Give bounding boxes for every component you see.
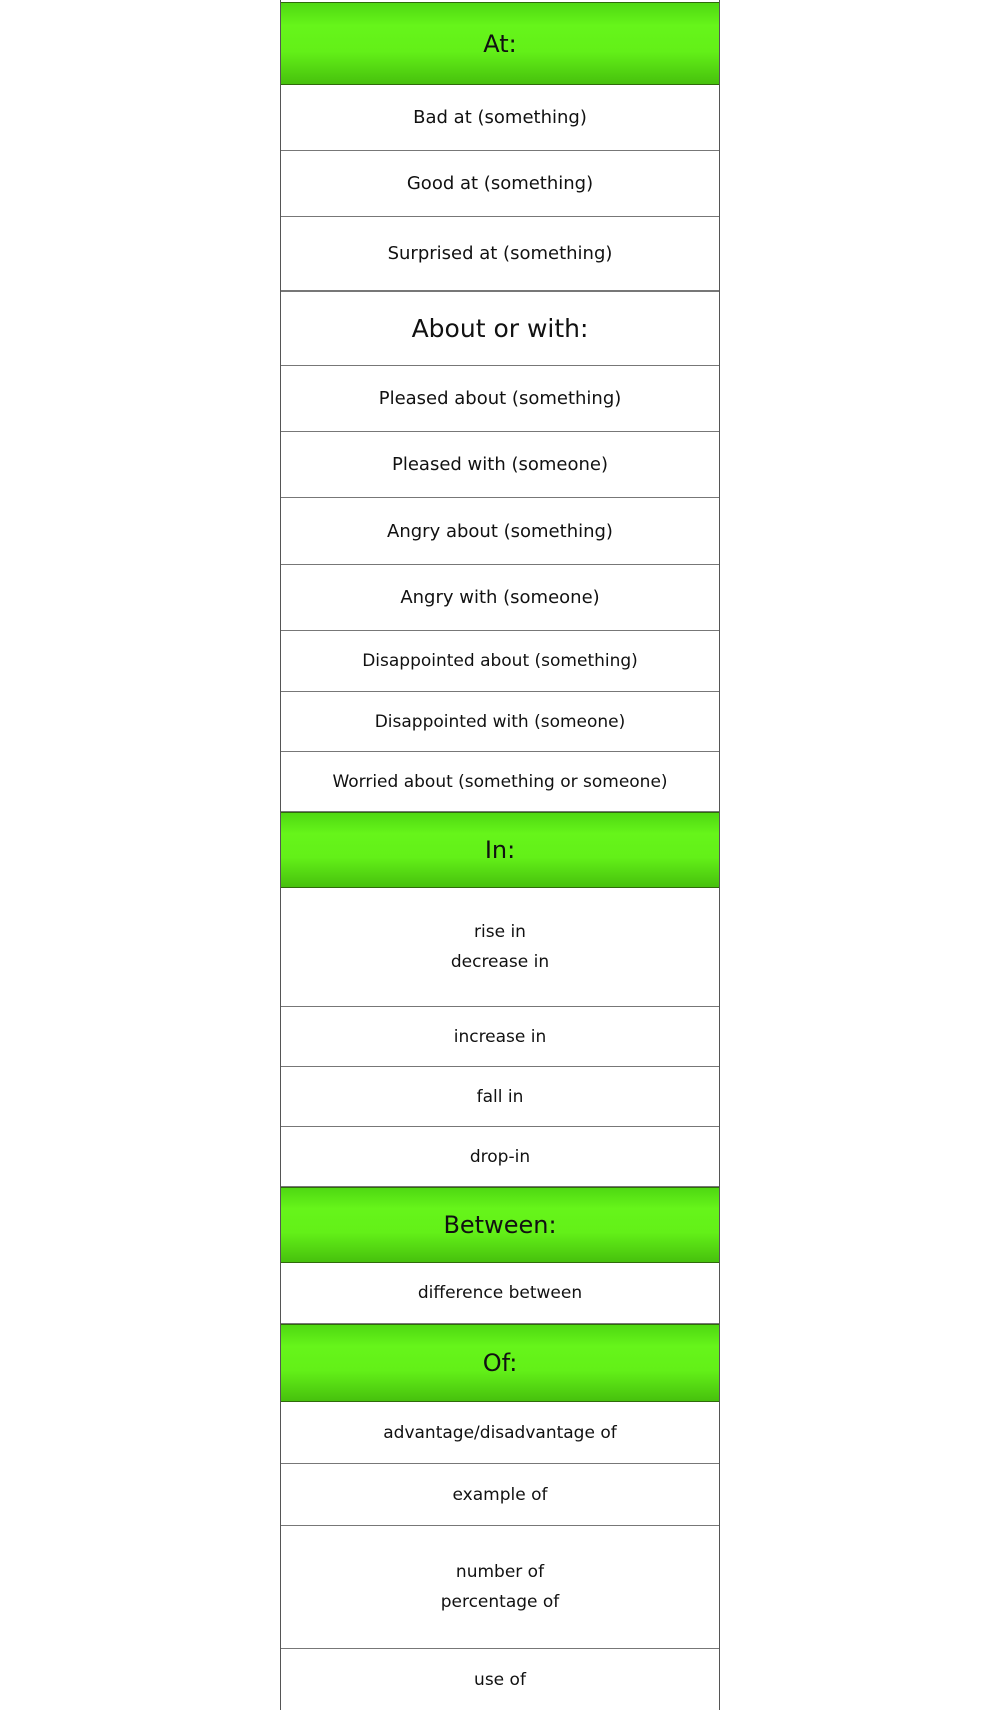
row-text: fall in <box>476 1086 524 1107</box>
row-text: Angry about (something) <box>387 520 613 542</box>
row-text: number of <box>455 1562 545 1582</box>
section-heading: Between: <box>443 1211 557 1239</box>
table-row <box>281 85 719 151</box>
table-row <box>281 1526 719 1649</box>
section-heading: About or with: <box>411 314 589 343</box>
table-row <box>281 631 719 692</box>
table-row <box>281 366 719 432</box>
row-text: difference between <box>417 1283 583 1303</box>
table-row <box>281 692 719 752</box>
row-text: advantage/disadvantage of <box>383 1422 617 1443</box>
table-row <box>281 888 719 1007</box>
row-text: example of <box>452 1484 548 1505</box>
table-row <box>281 1649 719 1710</box>
row-text: Pleased with (someone) <box>391 454 608 475</box>
prepositions-table <box>280 0 720 1710</box>
table-row <box>281 1263 719 1324</box>
row-text: percentage of <box>440 1592 560 1612</box>
table-row <box>281 1402 719 1464</box>
table-row <box>281 1007 719 1067</box>
section-heading: Of: <box>482 1349 518 1377</box>
section-header-between <box>281 1187 719 1263</box>
table-row <box>281 151 719 217</box>
row-text: Worried about (something or someone) <box>332 771 668 792</box>
row-text: decrease in <box>450 952 550 972</box>
row-text: increase in <box>453 1026 547 1047</box>
section-heading: In: <box>484 836 516 864</box>
row-text: Pleased about (something) <box>378 388 622 409</box>
table-row <box>281 752 719 812</box>
table-row <box>281 565 719 631</box>
row-text: drop-in <box>469 1146 531 1167</box>
table-row <box>281 1127 719 1187</box>
table-row <box>281 217 719 291</box>
section-header-about-or-with <box>281 291 719 366</box>
section-header-at <box>281 2 719 85</box>
section-heading: At: <box>483 29 517 58</box>
row-text: Disappointed about (something) <box>362 651 638 671</box>
row-text: Surprised at (something) <box>387 243 613 264</box>
row-text: Good at (something) <box>406 173 594 194</box>
row-text: Disappointed with (someone) <box>374 711 626 732</box>
table-row <box>281 1464 719 1526</box>
row-text: Bad at (something) <box>413 107 587 128</box>
table-row <box>281 498 719 565</box>
section-header-of <box>281 1324 719 1402</box>
row-text: Angry with (someone) <box>400 587 600 608</box>
section-header-in <box>281 812 719 888</box>
table-row <box>281 432 719 498</box>
row-text: rise in <box>474 922 526 942</box>
row-text: use of <box>474 1669 526 1690</box>
table-row <box>281 1067 719 1127</box>
